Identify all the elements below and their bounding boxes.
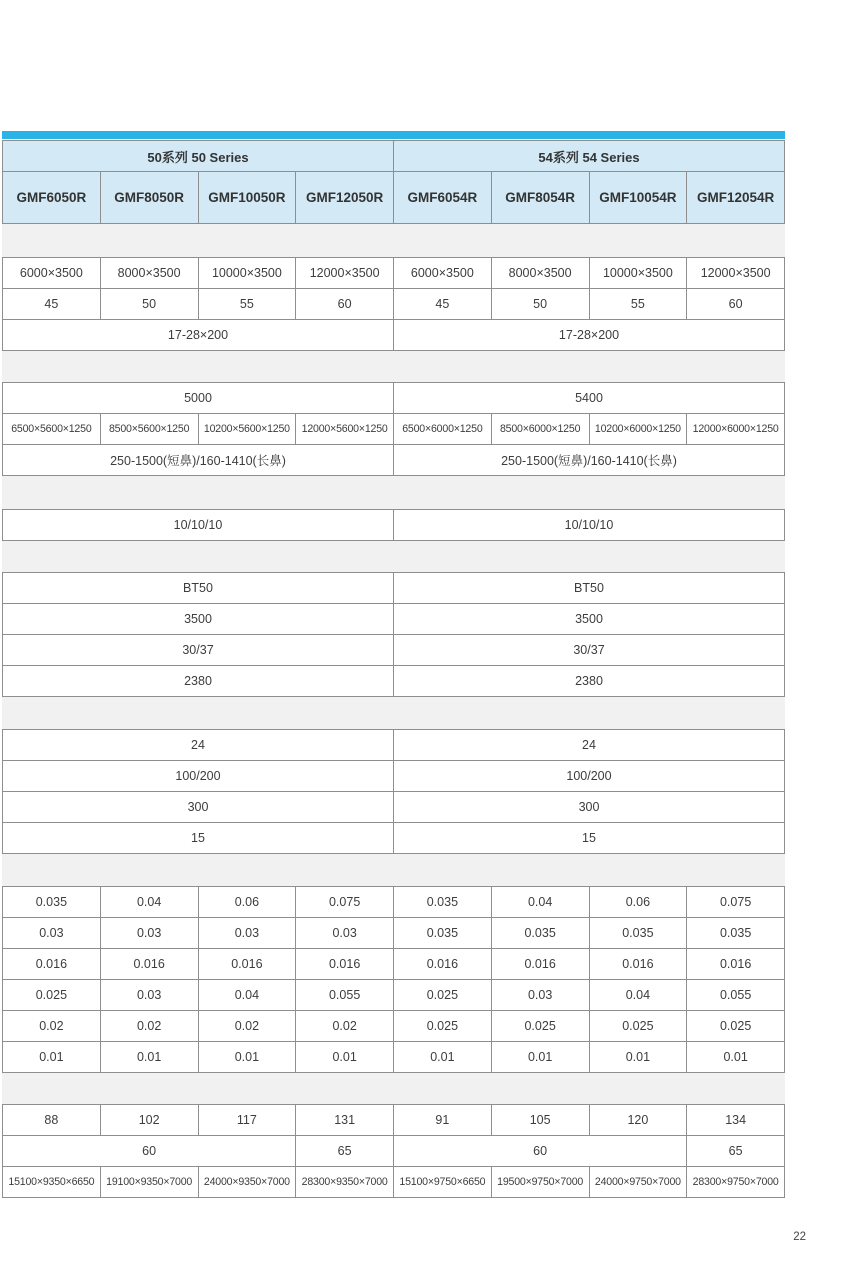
table-row bbox=[3, 918, 785, 949]
table-cell: BT50 bbox=[394, 573, 785, 604]
table-cell: 30/37 bbox=[394, 635, 785, 666]
table-cell: 55 bbox=[199, 289, 297, 320]
table-cell: 30/37 bbox=[3, 635, 394, 666]
table-cell: 10000×3500 bbox=[199, 258, 297, 289]
model-header: GMF6054R bbox=[394, 172, 492, 224]
table-row bbox=[3, 635, 785, 666]
table-cell: 0.01 bbox=[394, 1042, 492, 1073]
table-cell: 250-1500(短鼻)/160-1410(长鼻) bbox=[394, 445, 785, 476]
spec-group bbox=[2, 729, 785, 854]
table-cell: 0.035 bbox=[394, 918, 492, 949]
table-header bbox=[2, 140, 785, 224]
table-cell: 100/200 bbox=[3, 761, 394, 792]
table-cell: 45 bbox=[3, 289, 101, 320]
table-row bbox=[3, 761, 785, 792]
table-cell: 0.016 bbox=[590, 949, 688, 980]
page-number: 22 bbox=[793, 1231, 806, 1243]
table-cell: 28300×9350×7000 bbox=[296, 1167, 394, 1198]
table-cell: 0.016 bbox=[296, 949, 394, 980]
table-row bbox=[3, 1011, 785, 1042]
separator-band bbox=[2, 224, 785, 257]
table-row bbox=[3, 573, 785, 604]
table-cell: 15 bbox=[394, 823, 785, 854]
spec-table-body bbox=[2, 224, 785, 1198]
table-cell: 12000×6000×1250 bbox=[687, 414, 785, 445]
table-cell: 8500×6000×1250 bbox=[492, 414, 590, 445]
table-cell: 0.04 bbox=[492, 887, 590, 918]
model-header: GMF12054R bbox=[687, 172, 785, 224]
table-cell: 0.03 bbox=[101, 980, 199, 1011]
table-cell: 60 bbox=[687, 289, 785, 320]
table-cell: 0.01 bbox=[590, 1042, 688, 1073]
table-cell: 102 bbox=[101, 1105, 199, 1136]
table-cell: 8000×3500 bbox=[101, 258, 199, 289]
table-cell: 100/200 bbox=[394, 761, 785, 792]
table-cell: 0.016 bbox=[3, 949, 101, 980]
table-cell: 3500 bbox=[3, 604, 394, 635]
table-cell: 15 bbox=[3, 823, 394, 854]
table-cell: 0.025 bbox=[394, 980, 492, 1011]
table-cell: 24 bbox=[394, 730, 785, 761]
table-cell: 8500×5600×1250 bbox=[101, 414, 199, 445]
table-cell: 0.04 bbox=[199, 980, 297, 1011]
table-cell: 0.035 bbox=[687, 918, 785, 949]
table-cell: 2380 bbox=[394, 666, 785, 697]
table-cell: 0.025 bbox=[687, 1011, 785, 1042]
table-row bbox=[3, 320, 785, 351]
table-row bbox=[3, 730, 785, 761]
table-cell: 0.025 bbox=[590, 1011, 688, 1042]
table-cell: 45 bbox=[394, 289, 492, 320]
table-row bbox=[3, 414, 785, 445]
table-cell: 105 bbox=[492, 1105, 590, 1136]
table-cell: 0.035 bbox=[3, 887, 101, 918]
table-cell: 0.035 bbox=[394, 887, 492, 918]
table-cell: 50 bbox=[492, 289, 590, 320]
model-header: GMF10050R bbox=[199, 172, 297, 224]
table-cell: 65 bbox=[687, 1136, 785, 1167]
table-cell: 300 bbox=[3, 792, 394, 823]
table-cell: 60 bbox=[3, 1136, 296, 1167]
table-cell: 0.03 bbox=[199, 918, 297, 949]
table-cell: 60 bbox=[394, 1136, 687, 1167]
table-cell: 0.03 bbox=[296, 918, 394, 949]
table-cell: 10200×6000×1250 bbox=[590, 414, 688, 445]
separator-band bbox=[2, 541, 785, 572]
table-cell: 0.03 bbox=[3, 918, 101, 949]
model-header: GMF8050R bbox=[101, 172, 199, 224]
table-cell: 0.025 bbox=[492, 1011, 590, 1042]
table-cell: 0.04 bbox=[101, 887, 199, 918]
model-header-row bbox=[3, 172, 785, 224]
table-cell: 5400 bbox=[394, 383, 785, 414]
table-row bbox=[3, 887, 785, 918]
spec-table bbox=[2, 131, 785, 1198]
table-cell: 0.075 bbox=[687, 887, 785, 918]
table-cell: 5000 bbox=[3, 383, 394, 414]
table-row bbox=[3, 445, 785, 476]
table-cell: 10/10/10 bbox=[3, 510, 394, 541]
table-cell: 300 bbox=[394, 792, 785, 823]
model-header: GMF8054R bbox=[492, 172, 590, 224]
table-row bbox=[3, 510, 785, 541]
table-cell: 6500×6000×1250 bbox=[394, 414, 492, 445]
table-cell: 0.016 bbox=[687, 949, 785, 980]
table-cell: 2380 bbox=[3, 666, 394, 697]
table-cell: 6500×5600×1250 bbox=[3, 414, 101, 445]
table-row bbox=[3, 823, 785, 854]
table-cell: 0.03 bbox=[492, 980, 590, 1011]
table-cell: 60 bbox=[296, 289, 394, 320]
table-cell: 88 bbox=[3, 1105, 101, 1136]
table-cell: 0.01 bbox=[687, 1042, 785, 1073]
table-row bbox=[3, 1105, 785, 1136]
model-header: GMF10054R bbox=[590, 172, 688, 224]
table-cell: 10/10/10 bbox=[394, 510, 785, 541]
table-cell: 19500×9750×7000 bbox=[492, 1167, 590, 1198]
table-cell: 3500 bbox=[394, 604, 785, 635]
table-cell: 28300×9750×7000 bbox=[687, 1167, 785, 1198]
table-cell: 134 bbox=[687, 1105, 785, 1136]
table-cell: 0.01 bbox=[3, 1042, 101, 1073]
table-row bbox=[3, 289, 785, 320]
table-cell: 24000×9750×7000 bbox=[590, 1167, 688, 1198]
table-cell: 10200×5600×1250 bbox=[199, 414, 297, 445]
table-cell: 120 bbox=[590, 1105, 688, 1136]
table-cell: BT50 bbox=[3, 573, 394, 604]
table-cell: 0.016 bbox=[199, 949, 297, 980]
spec-group bbox=[2, 257, 785, 351]
table-row bbox=[3, 949, 785, 980]
table-cell: 65 bbox=[296, 1136, 394, 1167]
spec-group bbox=[2, 509, 785, 541]
table-cell: 0.01 bbox=[492, 1042, 590, 1073]
table-cell: 0.04 bbox=[590, 980, 688, 1011]
table-cell: 0.06 bbox=[199, 887, 297, 918]
separator-band bbox=[2, 697, 785, 729]
separator-band bbox=[2, 854, 785, 886]
table-cell: 0.03 bbox=[101, 918, 199, 949]
table-cell: 0.06 bbox=[590, 887, 688, 918]
table-cell: 17-28×200 bbox=[3, 320, 394, 351]
table-row bbox=[3, 666, 785, 697]
table-cell: 12000×3500 bbox=[296, 258, 394, 289]
table-cell: 117 bbox=[199, 1105, 297, 1136]
table-row bbox=[3, 604, 785, 635]
table-cell: 55 bbox=[590, 289, 688, 320]
spec-group bbox=[2, 886, 785, 1073]
table-row bbox=[3, 383, 785, 414]
table-cell: 0.016 bbox=[101, 949, 199, 980]
table-cell: 0.075 bbox=[296, 887, 394, 918]
table-row bbox=[3, 1167, 785, 1198]
table-cell: 17-28×200 bbox=[394, 320, 785, 351]
series-header-0: 50系列 50 Series bbox=[3, 141, 394, 172]
table-row bbox=[3, 258, 785, 289]
table-cell: 10000×3500 bbox=[590, 258, 688, 289]
spec-group bbox=[2, 382, 785, 476]
series-header-row bbox=[3, 141, 785, 172]
table-cell: 15100×9750×6650 bbox=[394, 1167, 492, 1198]
table-cell: 0.01 bbox=[296, 1042, 394, 1073]
table-cell: 250-1500(短鼻)/160-1410(长鼻) bbox=[3, 445, 394, 476]
model-header: GMF12050R bbox=[296, 172, 394, 224]
table-cell: 24000×9350×7000 bbox=[199, 1167, 297, 1198]
table-cell: 0.02 bbox=[3, 1011, 101, 1042]
table-cell: 131 bbox=[296, 1105, 394, 1136]
table-cell: 0.035 bbox=[590, 918, 688, 949]
table-row bbox=[3, 1136, 785, 1167]
table-cell: 0.02 bbox=[296, 1011, 394, 1042]
table-row bbox=[3, 1042, 785, 1073]
accent-bar bbox=[2, 131, 785, 139]
table-cell: 91 bbox=[394, 1105, 492, 1136]
table-cell: 0.01 bbox=[101, 1042, 199, 1073]
table-cell: 6000×3500 bbox=[3, 258, 101, 289]
table-cell: 12000×3500 bbox=[687, 258, 785, 289]
table-cell: 12000×5600×1250 bbox=[296, 414, 394, 445]
table-cell: 0.025 bbox=[394, 1011, 492, 1042]
table-cell: 0.01 bbox=[199, 1042, 297, 1073]
table-cell: 0.035 bbox=[492, 918, 590, 949]
table-cell: 24 bbox=[3, 730, 394, 761]
table-cell: 0.02 bbox=[101, 1011, 199, 1042]
table-cell: 8000×3500 bbox=[492, 258, 590, 289]
table-cell: 0.016 bbox=[492, 949, 590, 980]
table-row bbox=[3, 792, 785, 823]
table-cell: 0.055 bbox=[687, 980, 785, 1011]
table-cell: 0.02 bbox=[199, 1011, 297, 1042]
table-row bbox=[3, 980, 785, 1011]
table-cell: 0.055 bbox=[296, 980, 394, 1011]
series-header-1: 54系列 54 Series bbox=[394, 141, 785, 172]
table-cell: 19100×9350×7000 bbox=[101, 1167, 199, 1198]
separator-band bbox=[2, 351, 785, 382]
separator-band bbox=[2, 476, 785, 509]
table-cell: 15100×9350×6650 bbox=[3, 1167, 101, 1198]
table-cell: 50 bbox=[101, 289, 199, 320]
table-cell: 0.025 bbox=[3, 980, 101, 1011]
spec-group bbox=[2, 1104, 785, 1198]
table-cell: 6000×3500 bbox=[394, 258, 492, 289]
model-header: GMF6050R bbox=[3, 172, 101, 224]
table-cell: 0.016 bbox=[394, 949, 492, 980]
spec-group bbox=[2, 572, 785, 697]
separator-band bbox=[2, 1073, 785, 1104]
